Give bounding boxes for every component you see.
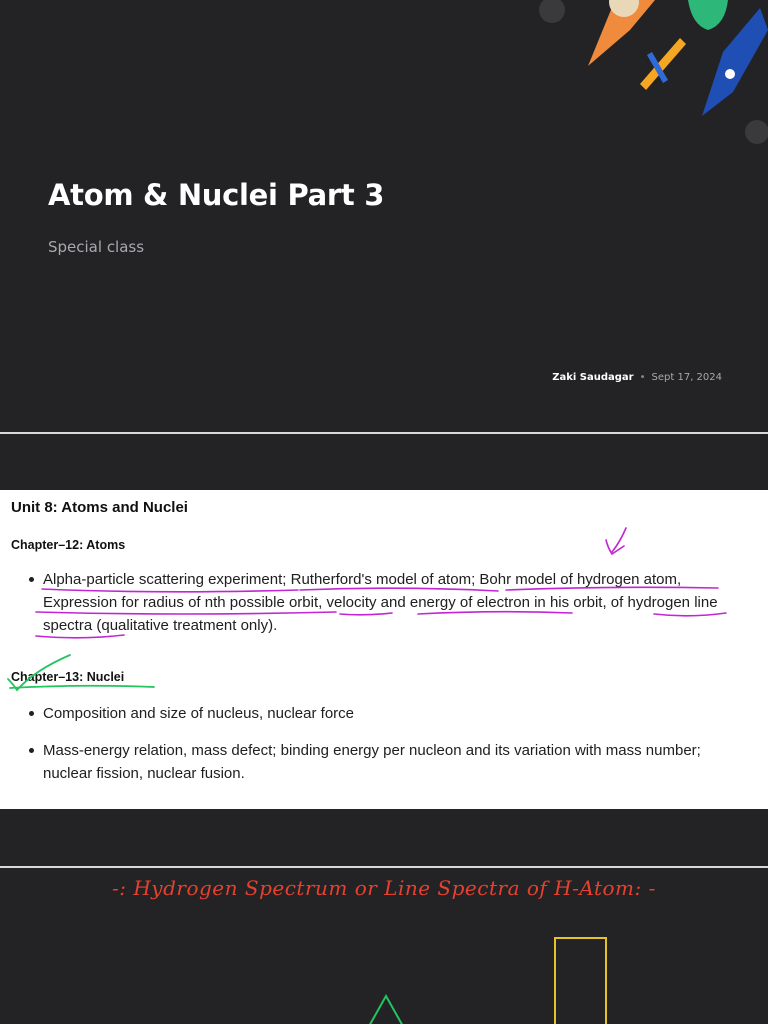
meta-separator: • (639, 372, 646, 383)
author-name: Zaki Saudagar (552, 372, 634, 383)
syllabus-document (0, 490, 768, 809)
whiteboard-drawing (0, 868, 768, 1024)
list-item: Composition and size of nucleus, nuclear force (26, 702, 741, 725)
chapter-12-topics (26, 568, 741, 637)
green-triangle-drawing (368, 996, 404, 1024)
underline-annotation (10, 686, 154, 688)
whiteboard-slide (0, 868, 768, 1024)
whiteboard-heading: -: Hydrogen Spectrum or Line Spectra of H-Atom: - (112, 876, 656, 900)
list-item: Alpha-particle scattering experiment; Rutherford's model of atom; Bohr model of hydrogen atom, Expression for radius of nth possible orbit, velocity and energy of electron in his orbit, of hydrogen line spectra (qualitative treatment only). (26, 568, 741, 637)
presentation-date: Sept 17, 2024 (651, 372, 722, 383)
presentation-title: Atom & Nuclei Part 3 (48, 178, 385, 212)
title-slide (0, 0, 768, 432)
decorative-pencils-illustration (520, 0, 768, 160)
presentation-meta (552, 372, 722, 383)
list-item: Mass-energy relation, mass defect; binding energy per nucleon and its variation with mass number; nuclear fission, nuclear fusion. (26, 739, 741, 785)
yellow-rectangle-drawing (555, 938, 606, 1024)
syllabus-slide (0, 434, 768, 866)
chapter-12-heading: Chapter–12: Atoms (11, 538, 126, 552)
chapter-13-topics (26, 702, 741, 785)
chapter-13-heading: Chapter–13: Nuclei (11, 670, 125, 684)
unit-title: Unit 8: Atoms and Nuclei (11, 499, 188, 516)
arrow-annotation (606, 528, 626, 554)
presentation-subtitle: Special class (48, 238, 145, 256)
